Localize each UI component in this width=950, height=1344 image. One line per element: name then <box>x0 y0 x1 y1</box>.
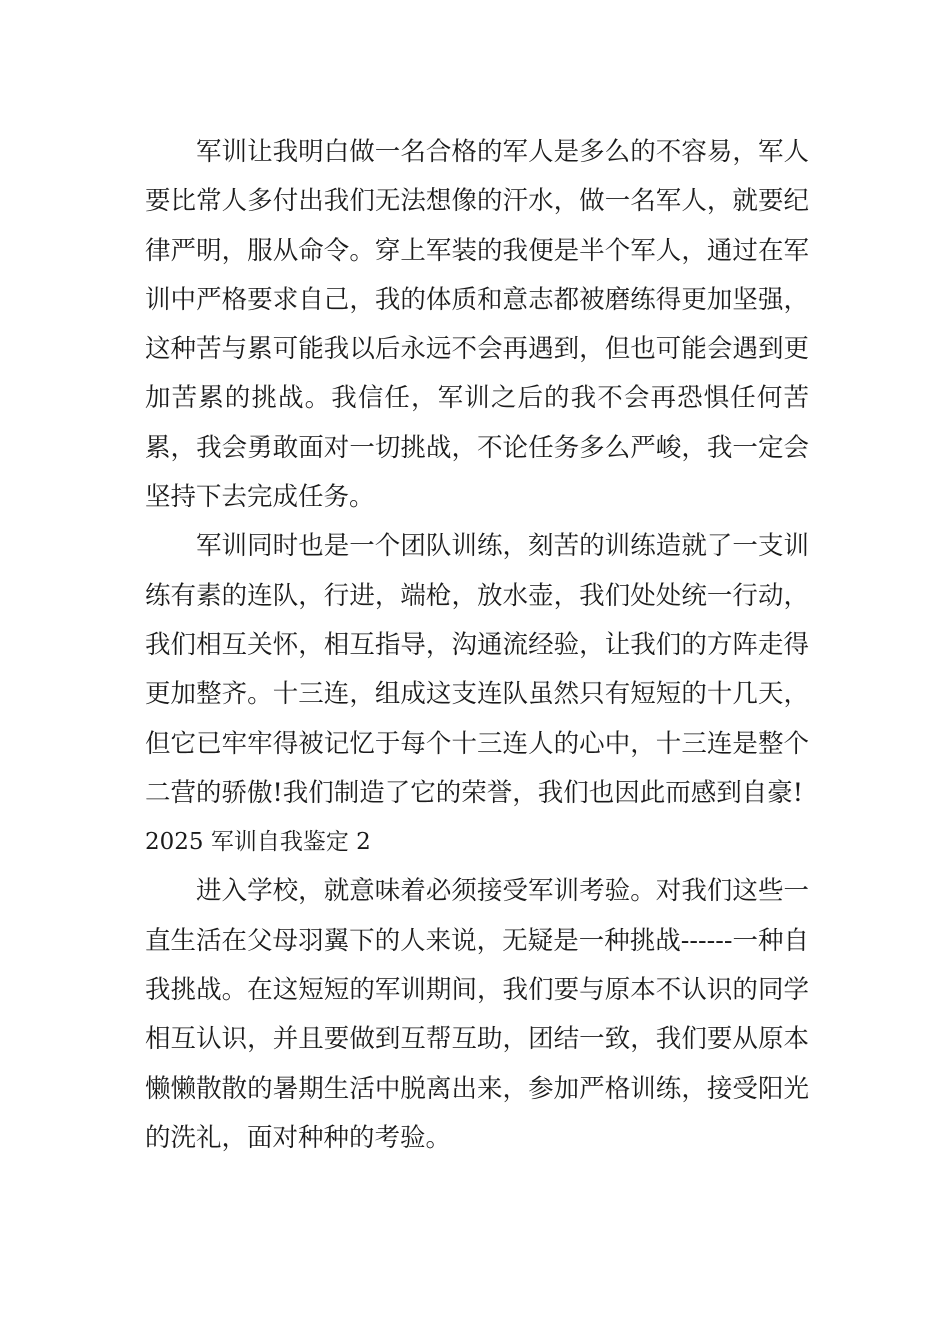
body-paragraph: 军训让我明白做一名合格的军人是多么的不容易，军人要比常人多付出我们无法想像的汗水，做一名军人，就要纪律严明，服从命令。穿上军装的我便是半个军人，通过在军训中严格要求自己，我的体质和意志都被磨练得更加坚强，这种苦与累可能我以后永远不会再遇到，但也可能会遇到更加苦累的挑战。我信任，军训之后的我不会再恐惧任何苦累，我会勇敢面对一切挑战，不论任务多么严峻，我一定会坚持下去完成任务。 <box>145 137 809 513</box>
body-paragraph: 进入学校，就意味着必须接受军训考验。对我们这些一直生活在父母羽翼下的人来说，无疑是一种挑战------一种自我挑战。在这短短的军训期间，我们要与原本不认识的同学相互认识，并且要做到互帮互助，团结一致，我们要从原本懒懒散散的暑期生活中脱离出来，参加严格训练，接受阳光的洗礼，面对种种的考验。 <box>145 876 809 1153</box>
document-body <box>145 128 809 1163</box>
body-paragraph: 军训同时也是一个团队训练，刻苦的训练造就了一支训练有素的连队，行进，端枪，放水壶，我们处处统一行动，我们相互关怀，相互指导，沟通流经验，让我们的方阵走得更加整齐。十三连，组成这支连队虽然只有短短的十几天，但它已牢牢得被记忆于每个十三连人的心中，十三连是整个二营的骄傲!我们制造了它的荣誉，我们也因此而感到自豪! <box>145 531 809 808</box>
section-title: 2025 军训自我鉴定 2 <box>145 829 371 856</box>
